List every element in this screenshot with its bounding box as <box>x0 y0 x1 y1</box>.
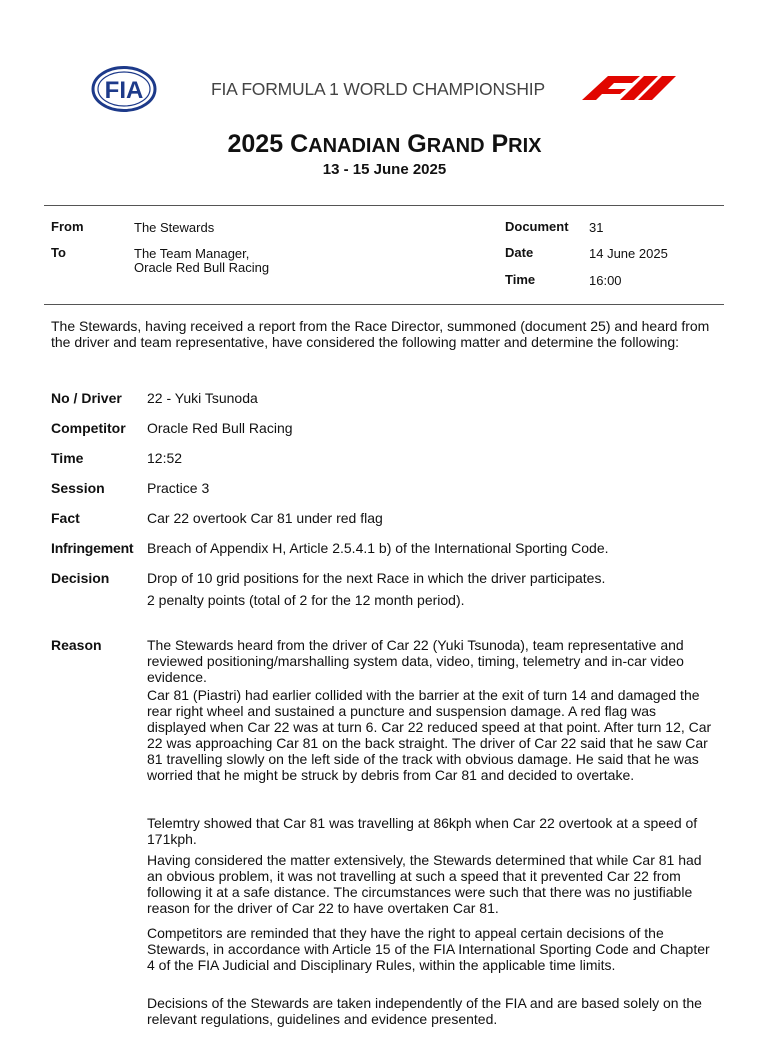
reason-paragraph: The Stewards heard from the driver of Car 22 (Yuki Tsunoda), team representative and reviewed positioning/marshalling system data, video, timing, telemetry and in-car video evidence. <box>147 637 684 685</box>
divider-bottom <box>44 304 724 305</box>
document-label: Document <box>505 219 569 234</box>
from-label: From <box>51 219 84 234</box>
event-dates: 13 - 15 June 2025 <box>322 161 447 178</box>
reason-paragraph: Telemtry showed that Car 81 was travelling at 86kph when Car 22 overtook at a speed of 171kph. <box>147 815 698 847</box>
event-title <box>0 130 769 159</box>
to-value-line1: The Team Manager, <box>134 246 250 261</box>
fia-logo-text: FIA <box>104 77 144 104</box>
f1-logo-icon <box>582 76 676 100</box>
intro-text: The Stewards, having received a report from the Race Director, summoned (document 25) and heard from the driver and team representative, have considered the following matter and determine the following: <box>51 318 710 350</box>
time-label: Time <box>505 272 536 287</box>
reason-paragraph: Decisions of the Stewards are taken independently of the FIA and are based solely on the relevant regulations, guidelines and evidence presented. <box>147 995 702 1027</box>
date-value: 14 June 2025 <box>589 246 668 261</box>
date-label: Date <box>505 245 534 260</box>
event-title-word-anadian: ANADIAN <box>308 135 401 157</box>
driver-label: No / Driver <box>51 390 122 406</box>
event-title-word-rand: RAND <box>426 135 485 157</box>
infringement-value: Breach of Appendix H, Article 2.5.4.1 b) of the International Sporting Code. <box>147 540 609 556</box>
fact-value: Car 22 overtook Car 81 under red flag <box>147 510 383 526</box>
fact-label: Fact <box>51 510 80 526</box>
session-value: Practice 3 <box>147 480 210 496</box>
infringement-label: Infringement <box>51 540 134 556</box>
fia-logo-icon <box>91 66 157 112</box>
from-value: The Stewards <box>134 220 215 235</box>
document-value: 31 <box>589 220 604 235</box>
championship-title: FIA FORMULA 1 WORLD CHAMPIONSHIP <box>211 79 545 99</box>
decision-line2: 2 penalty points (total of 2 for the 12 month period). <box>147 592 465 608</box>
reason-paragraph: Car 81 (Piastri) had earlier collided with the barrier at the exit of turn 14 and damaged the rear right wheel and sustained a puncture and suspension damage. A red flag was displayed when Car 22 was at turn 6. Car 22 reduced speed at that point. After turn 12, Car 22 was approaching Car 81 on the back straight. The driver of Car 22 said that he saw Car 81 travelling slowly on the left side of the track with obvious damage. He said that he was worried that he might be struck by debris from Car 81 and decided to overtake. <box>147 687 712 783</box>
event-title-word-rix: RIX <box>508 135 542 157</box>
session-label: Session <box>51 480 105 496</box>
competitor-label: Competitor <box>51 420 126 436</box>
decision-label: Decision <box>51 570 110 586</box>
event-title-year: 2025 <box>227 130 284 158</box>
driver-value: 22 - Yuki Tsunoda <box>147 390 258 406</box>
decision-line1: Drop of 10 grid positions for the next Race in which the driver participates. <box>147 570 606 586</box>
event-title-word-c: C <box>290 130 309 158</box>
session-time-value: 12:52 <box>147 450 183 466</box>
to-label: To <box>51 245 66 260</box>
reason-label: Reason <box>51 637 102 653</box>
time-value: 16:00 <box>589 273 622 288</box>
reason-paragraph: Having considered the matter extensively, the Stewards determined that while Car 81 had an obvious problem, it was not travelling at such a speed that it prevented Car 22 from following it at a safe distance. The circumstances were such that there was no justifiable reason for the driver of Car 22 to have overtaken Car 81. <box>147 852 702 916</box>
to-value-line2: Oracle Red Bull Racing <box>134 260 270 275</box>
event-title-word-p: P <box>491 130 509 158</box>
reason-paragraph: Competitors are reminded that they have the right to appeal certain decisions of the Stewards, in accordance with Article 15 of the FIA International Sporting Code and Chapter 4 of the FIA Judicial and Disciplinary Rules, within the applicable time limits. <box>147 925 710 973</box>
event-title-word-g: G <box>407 130 427 158</box>
competitor-value: Oracle Red Bull Racing <box>147 420 293 436</box>
divider-top <box>44 205 724 206</box>
session-time-label: Time <box>51 450 84 466</box>
